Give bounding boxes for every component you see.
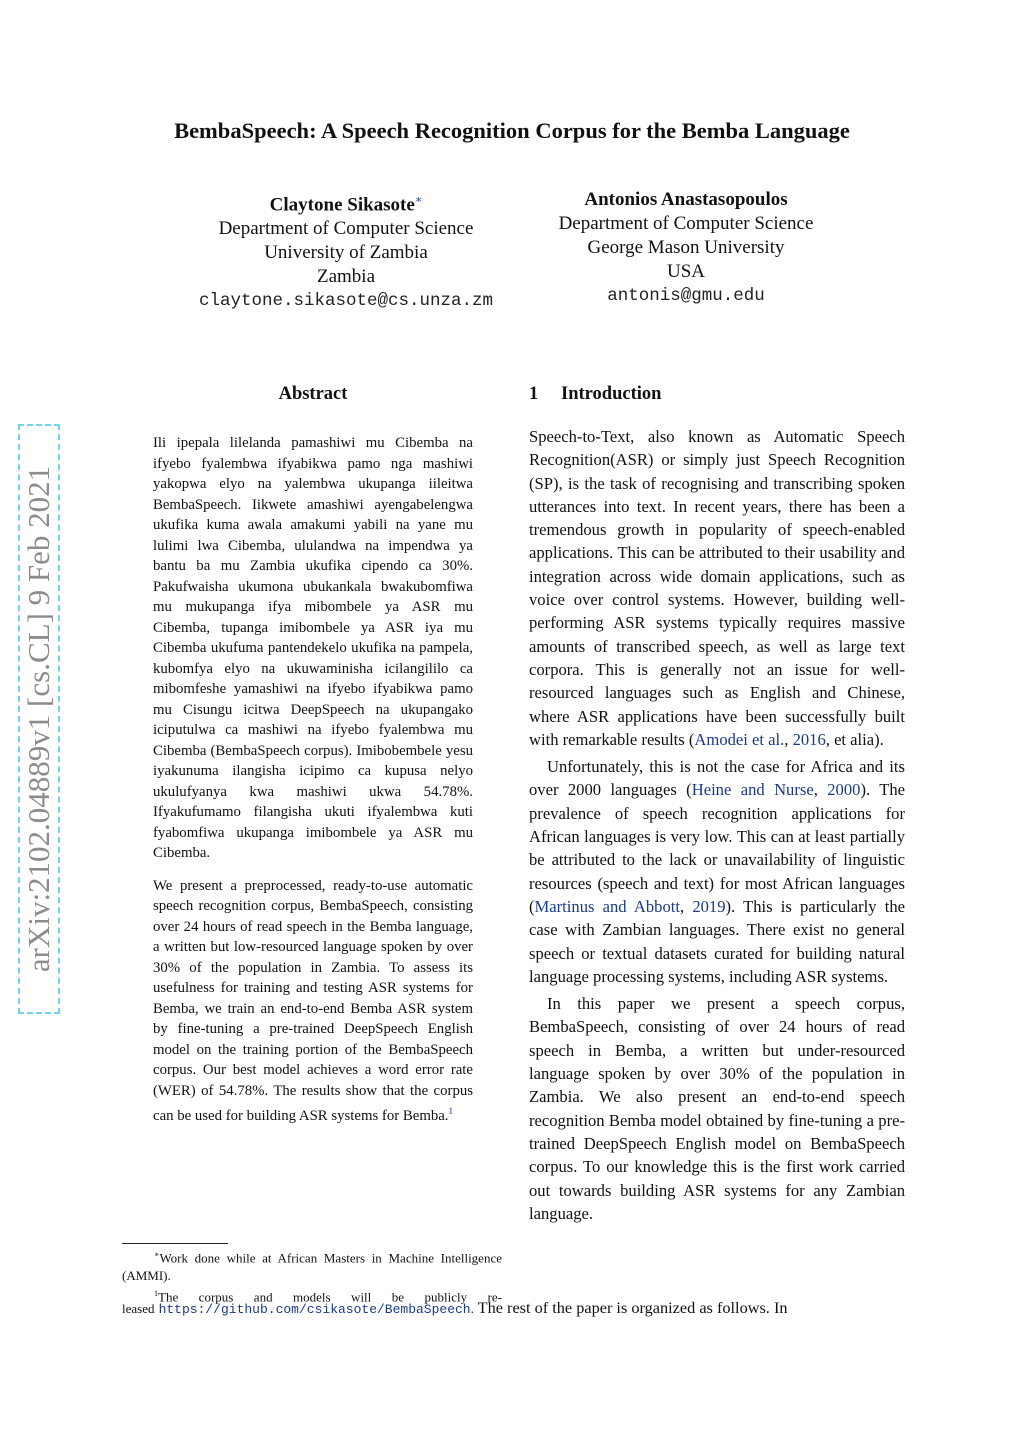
citation-link[interactable]: 2000 [827,780,861,800]
paragraph-text: ). The prevalence of speech recognition applications for African languages is very low. This can at least partially be attributed to the lack or unavailability of linguistic resources (speech and text) for most African languages ( [529,780,905,916]
paragraph-text: ). This is particularly the case with Zambian languages. There exist no general speech or textual datasets curated for building natural language processing systems, including ASR systems. [529,896,905,986]
github-url-link[interactable]: https://github.com/csikasote/BembaSpeech [158,1302,471,1317]
section-heading-introduction [529,384,905,405]
author-country: USA [666,261,705,282]
section-number: 1 [529,384,539,404]
footnote-divider [122,1243,228,1244]
author-block-2 [528,188,844,308]
author-email: antonis@gmu.edu [607,286,765,306]
citation-link[interactable]: Martinus and Abbott [534,896,680,916]
author-block-1 [168,188,524,313]
introduction-body [529,425,905,1225]
paragraph-text: , [784,729,793,749]
introduction-continuation: The rest of the paper is organized as follows. In [477,1298,788,1317]
left-column [153,384,473,1126]
author-department: Department of Computer Science [558,213,814,234]
introduction-paragraph-1 [529,425,905,751]
citation-link[interactable]: Heine and Nurse [691,780,814,800]
citation-link[interactable]: 2016 [792,729,826,749]
introduction-paragraph-2 [529,755,905,988]
arxiv-identifier-text: arXiv:2102.04889v1 [cs.CL] 9 Feb 2021 [21,465,56,973]
author-name: Antonios Anastasopoulos [584,189,788,210]
author-department: Department of Computer Science [218,218,474,240]
footnote-ref-1[interactable]: 1 [448,1106,453,1116]
author-institution: University of Zambia [264,242,428,264]
author-name: Claytone Sikasote∗ [269,194,423,216]
abstract-english-paragraph: We present a preprocessed, ready-to-use automatic speech recognition corpus, BembaSpeech, consisting over 24 hours of read speech in the Bemba language, a written but low-resourced language spoken by over 30% of the population in Zambia. To assess its usefulness for training and testing ASR systems for Bemba, we train an end-to-end Bemba ASR system by fine-tuning a pre-trained DeepSpeech English model on the training portion of the BembaSpeech corpus. Our best model achieves a word error rate (WER) of 54.78%. The results show that the corpus can be used for building ASR systems for Bemba.$^1$ [153,877,473,1124]
paragraph-text: Speech-to-Text, also known as Automatic Speech Recognition(ASR) or simply just Speech Recognition (SP), is the task of recognising and transcribing spoken utterances into text. In recent years, there has been a tremendous growth in popularity of speech-enabled applications. This can be attributed to their usability and integration across wide domain applications, such as voice over control systems. However, building well-performing ASR systems typically requires massive amounts of transcribed speech, as well as large text corpora. This is generally not an issue for well-resourced languages such as English and Chinese, where ASR applications have been successfully built with remarkable results ( [529,427,905,749]
arxiv-identifier-stamp[interactable] [18,424,60,1014]
paragraph-text: , [813,780,828,800]
footnote-1-continuation: leased [122,1301,155,1316]
author-country: Zambia [316,266,376,288]
right-column [529,384,905,1225]
author-footnote-marker[interactable]: ∗ [414,194,423,206]
abstract-heading: Abstract [278,384,348,404]
section-title: Introduction [561,384,662,404]
footnote-author: ∗Work done while at African Masters in Machine Intelligence (AMMI). [122,1250,502,1284]
citation-link[interactable]: Amodei et al. [694,729,785,749]
introduction-paragraph-3: In this paper we present a speech corpus, BembaSpeech, consisting of over 24 hours of read speech in Bemba, a written but under-resourced language spoken by over 30% of the population in Zambia. We also present an end-to-end speech recognition Bemba model obtained by fine-tuning a pre-trained DeepSpeech English model on BembaSpeech corpus. To our knowledge this is the first work carried out towards building ASR systems for any Zambian language. [529,994,905,1223]
page-bottom-line: leased https://github.com/csikasote/BembaSpeech. The rest of the paper is organized as follows. In [122,1298,788,1317]
author-institution: George Mason University [587,237,785,258]
paragraph-text: , [679,896,693,916]
paper-title: BembaSpeech: A Speech Recognition Corpus for the Bemba Language [174,118,850,143]
paragraph-text: , et alia). [825,729,884,749]
abstract-bemba-paragraph: Ili ipepala lilelanda pamashiwi mu Cibemba na ifyebo fyalembwa ifyabikwa pamo nga mashiwi yakopwa elyo na yalembwa ukupanga iileitwa BembaSpeech. Iikwete amashiwi ayengabelengwa ukufika kuma awala amakumi yabili na yane mu lulimi lwa Cibemba, ululandwa na impendwa ya bantu ba mu Zambia ukufika cipendo ca 30%. Pakufwaisha ukumona ubukankala bwakubomfiwa mu mukupanga ifya mibombele ya ASR mu Cibemba, tupanga imibombele ya ASR iya mu Cibemba ukufuma pantendekelo ukufika na pampela, kubomfya elyo na ukuwaminisha icilangililo ca mibomfeshe yamashiwi na ifyebo ifyabikwa pamo mu Cisungu icitwa DeepSpeech na ukupangako iciputulwa ca mashiwi na ifyebo fyalembwa mu Cibemba (BembaSpeech corpus). Imibobembele yesu iyakunuma ilangisha icipimo ca kupusa nelyo ukulufyanya kwa mashiwi ukwa 54.78%. Ifyakufumamo filangisha ukuti ifyalembwa kuti fyabomfiwa ukupanga imibombele ya ASR mu Cibemba. [153,435,473,861]
citation-link[interactable]: 2019 [692,896,726,916]
footnote-1: $^1$The corpus and models will be publicly re- [154,1289,502,1305]
paragraph-text: Unfortunately, this is not the case for Africa and its over 2000 languages ( [529,757,905,800]
abstract [153,433,473,1126]
author-email: claytone.sikasote@cs.unza.zm [198,291,494,312]
